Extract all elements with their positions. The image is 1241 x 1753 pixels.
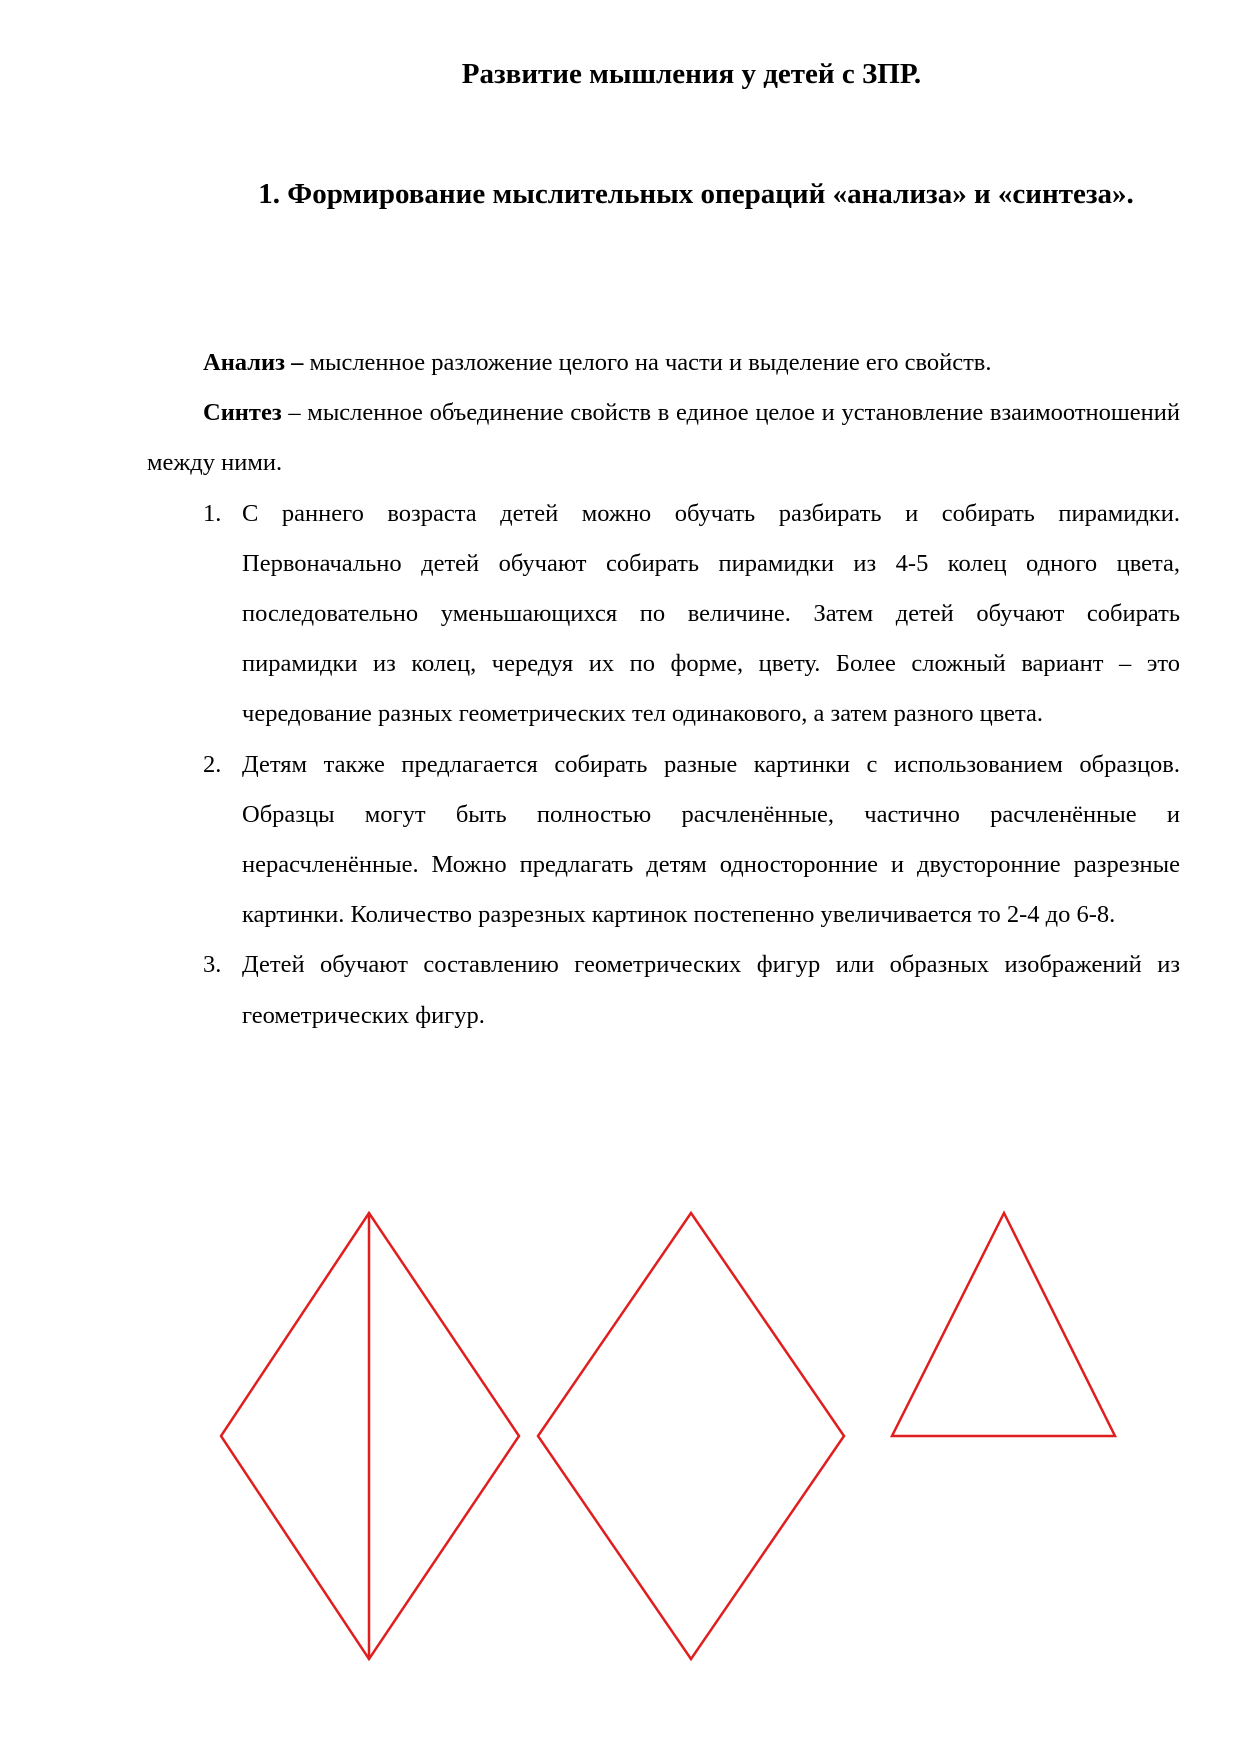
section-title: 1. Формирование мыслительных операций «анализа» и «синтеза». — [258, 178, 1134, 210]
page-title: Развитие мышления у детей с ЗПР. — [461, 58, 922, 90]
list-item-number: 1. — [203, 499, 222, 527]
triangle-figure — [892, 1213, 1115, 1436]
definition-term: Синтез — [203, 399, 282, 427]
list-item-text: С раннего возраста детей можно обучать разбирать и собирать пирамидки. Первоначально детей обучают собирать пирамидки из 4-5 колец одного цвета, последовательно уменьшающихся по величине. Затем детей обучают собирать пирамидки из колец, чередуя их по форме, цвету. Более сложный вариант – это чередование разных геометрических тел одинакового, а затем разного цвета. — [242, 499, 1180, 728]
definition-text: – мысленное объединение свойств в единое целое и установление взаимоотношений между ними. — [147, 399, 1180, 477]
definition-term: Анализ – — [203, 349, 304, 376]
list-item-text: Детей обучают составлению геометрических фигур или образных изображений из геометрических фигур. — [242, 951, 1180, 1029]
definition-text: мысленное разложение целого на части и выделение его свойств. — [303, 349, 992, 376]
rhombus-figure — [538, 1213, 844, 1659]
list-item-number: 2. — [203, 750, 222, 778]
list-item-number: 3. — [203, 951, 222, 979]
figures-group — [221, 1213, 1115, 1659]
list-item-text: Детям также предлагается собирать разные картинки с использованием образцов. Образцы могут быть полностью расчленённые, частично расчленённые и нерасчленённые. Можно предлагать детям односторонние и двусторонние разрезные картинки. Количество разрезных картинок постепенно увеличивается то 2-4 до 6-8. — [242, 750, 1180, 929]
